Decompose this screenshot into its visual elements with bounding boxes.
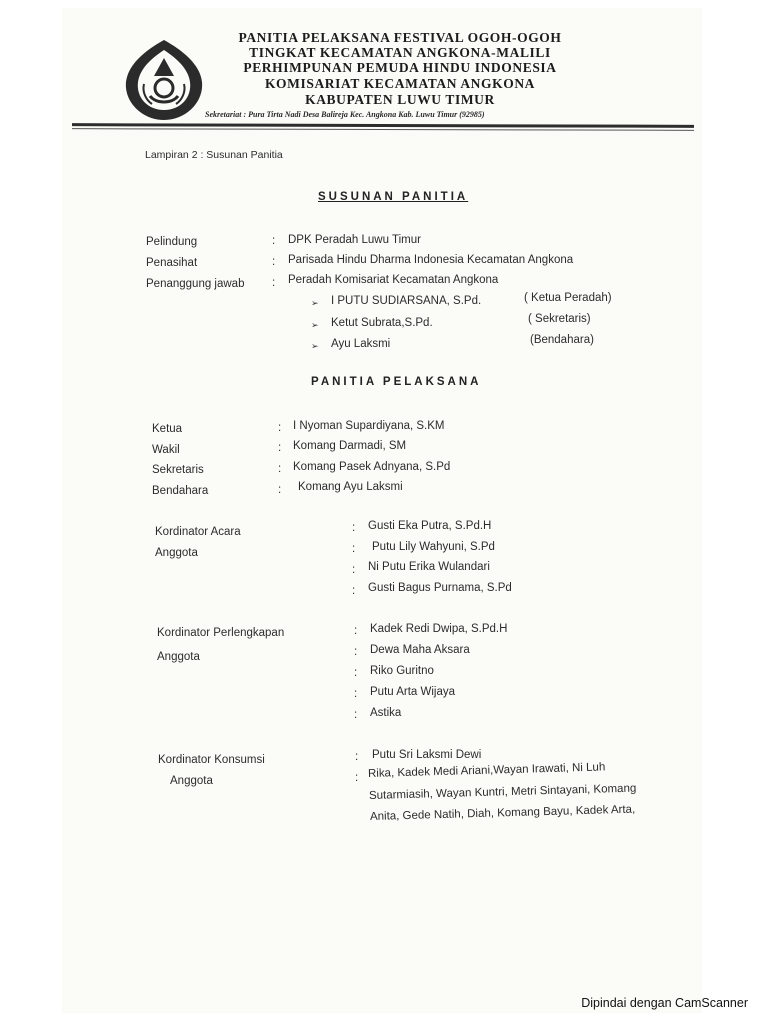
entry-separator: : [352,585,356,597]
entry-value: Riko Guritno [370,665,434,677]
row-label: Penasihat [146,257,198,269]
core-value: Komang Darmadi, SM [293,440,407,452]
row-separator: : [272,277,276,289]
section-title-susunan-panitia: SUSUNAN PANITIA [318,191,469,203]
row-label: Penanggung jawab [146,278,245,290]
entry-value: Kadek Redi Dwipa, S.Pd.H [370,623,508,635]
core-separator: : [278,484,282,496]
core-separator: : [278,463,282,475]
core-label: Wakil [152,444,180,456]
arrow-bullet-icon: ➢ [311,320,319,330]
entry-separator: : [352,522,356,534]
responsible-role: ( Ketua Peradah) [524,292,612,304]
entry-separator: : [352,564,356,576]
core-label: Sekretaris [152,464,204,476]
entry-value: Putu Lily Wahyuni, S.Pd [372,541,495,553]
header-line-2: TINGKAT KECAMATAN ANGKONA-MALILI [249,45,551,60]
core-value: Komang Ayu Laksmi [298,481,403,493]
row-separator: : [272,256,276,268]
header-line-4: KOMISARIAT KECAMATAN ANGKONA [264,76,536,91]
arrow-bullet-icon: ➢ [311,341,319,351]
coordinator-label-acara: Kordinator Acara [155,526,241,538]
core-value: Komang Pasek Adnyana, S.Pd [293,461,451,473]
responsible-name: I PUTU SUDIARSANA, S.Pd. [331,295,482,307]
entry-separator: : [354,688,358,700]
scanner-watermark: Dipindai dengan CamScanner [581,996,748,1010]
header-line-3: PERHIMPUNAN PEMUDA HINDU INDONESIA [243,60,557,75]
responsible-role: ( Sekretaris) [528,313,591,325]
row-value: Parisada Hindu Dharma Indonesia Kecamatan Angkona [288,254,574,266]
entry-value: Gusti Eka Putra, S.Pd.H [368,520,492,532]
coordinator-label-perlengkapan: Kordinator Perlengkapan [157,627,285,639]
coordinator-label-konsumsi: Kordinator Konsumsi [158,754,265,766]
entry-separator: : [355,751,359,763]
core-separator: : [278,442,282,454]
entry-separator: : [354,646,358,658]
entry-separator: : [354,667,358,679]
entry-value: Putu Sri Laksmi Dewi [372,749,482,761]
header-line-5: KABUPATEN LUWU TIMUR [305,92,495,107]
row-label: Pelindung [146,236,198,248]
core-label: Bendahara [152,485,209,497]
entry-value: Rika, Kadek Medi Ariani,Wayan Irawati, Ni Luh [367,761,606,780]
section-title-panitia-pelaksana: PANITIA PELAKSANA [311,376,482,388]
member-label-perlengkapan: Anggota [157,651,200,663]
header-line-1: PANITIA PELAKSANA FESTIVAL OGOH-OGOH [238,30,562,45]
core-label: Ketua [152,423,183,435]
member-label-acara: Anggota [155,547,198,559]
responsible-role: (Bendahara) [530,334,594,346]
entry-value: Gusti Bagus Purnama, S.Pd [368,582,512,594]
entry-value: Sutarmiasih, Wayan Kuntri, Metri Sintayani, Komang [368,782,637,802]
entry-separator: : [354,625,358,637]
entry-value: Astika [370,707,402,719]
row-separator: : [272,235,276,247]
entry-value: Putu Arta Wijaya [370,686,456,698]
entry-value: Ni Putu Erika Wulandari [368,561,490,573]
entry-value: Anita, Gede Natih, Diah, Komang Bayu, Kadek Arta, [369,803,636,823]
attachment-label: Lampiran 2 : Susunan Panitia [145,149,283,161]
arrow-bullet-icon: ➢ [311,298,319,308]
entry-value: Dewa Maha Aksara [370,644,470,656]
responsible-name: Ketut Subrata,S.Pd. [331,317,433,329]
row-value: Peradah Komisariat Kecamatan Angkona [288,274,499,286]
entry-separator: : [352,543,356,555]
member-label-konsumsi: Anggota [170,775,213,787]
entry-separator: : [355,772,359,784]
row-value: DPK Peradah Luwu Timur [288,234,421,246]
core-separator: : [278,422,282,434]
responsible-name: Ayu Laksmi [331,338,391,350]
core-value: I Nyoman Supardiyana, S.KM [293,420,445,432]
entry-separator: : [354,709,358,721]
secretariat-address: Sekretariat : Pura Tirta Nadi Desa Balireja Kec. Angkona Kab. Luwu Timur (92985) [205,110,485,119]
